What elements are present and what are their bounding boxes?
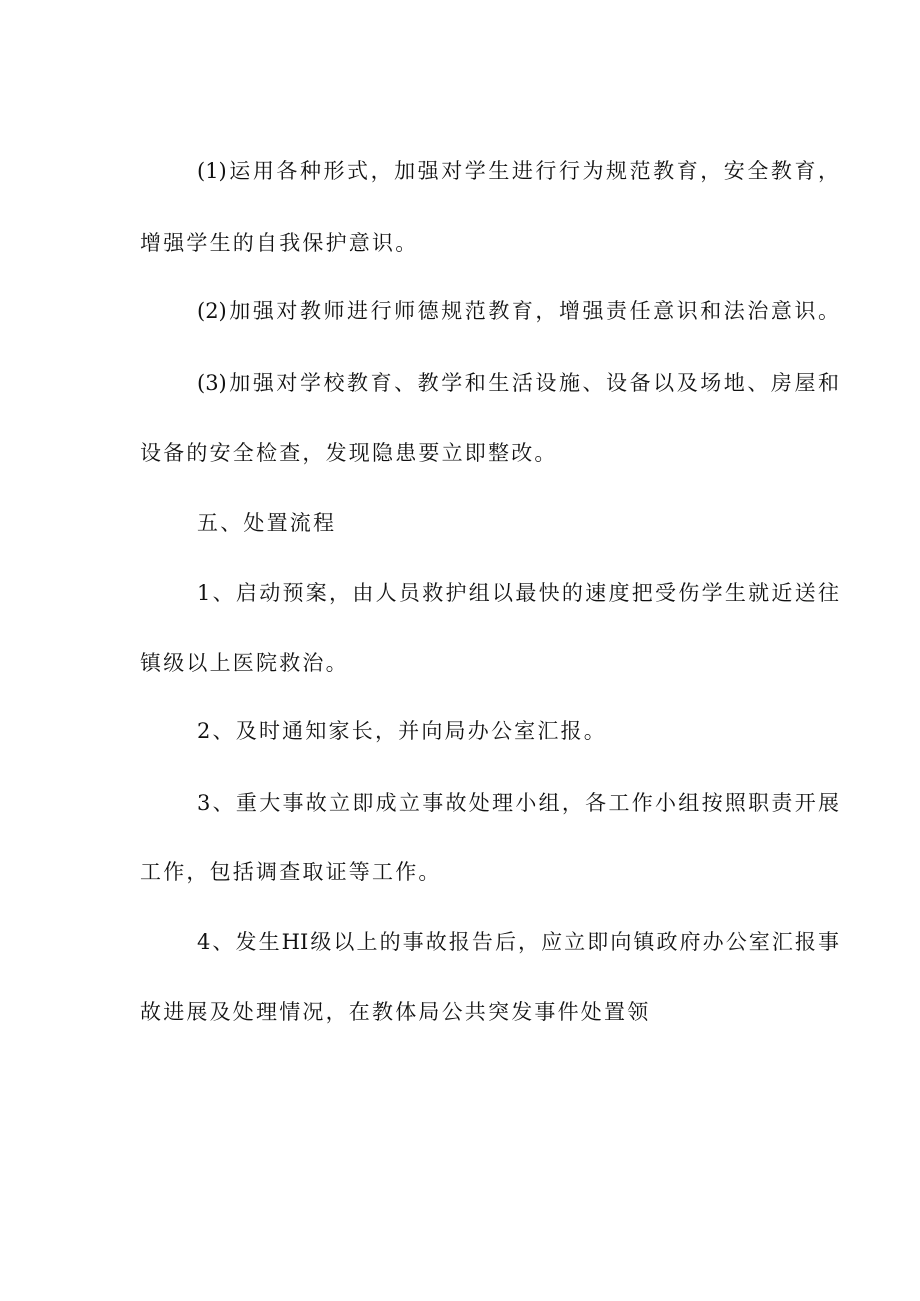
step-3-line-1: 3、重大事故立即成立事故处理小组，各工作小组按照职责开展 <box>197 791 839 815</box>
step-2-line-1: 2、及时通知家长，并向局办公室汇报。 <box>197 719 607 743</box>
item-1-line-2: 增强学生的自我保护意识。 <box>140 231 419 255</box>
section-heading: 五、处置流程 <box>197 511 337 535</box>
item-3-line-2: 设备的安全检查，发现隐患要立即整改。 <box>140 441 558 465</box>
step-3-line-2: 工作，包括调查取证等工作。 <box>140 860 442 884</box>
item-2-line-1: (2)加强对教师进行师德规范教育，增强责任意识和法治意识。 <box>197 299 839 323</box>
step-4-line-2: 故进展及处理情况，在教体局公共突发事件处置领 <box>140 1000 651 1024</box>
step-1-line-2: 镇级以上医院救治。 <box>140 651 349 675</box>
step-1-line-1: 1、启动预案，由人员救护组以最快的速度把受伤学生就近送往 <box>197 581 839 605</box>
item-1-line-1: (1)运用各种形式，加强对学生进行行为规范教育，安全教育， <box>197 159 839 183</box>
item-3-line-1: (3)加强对学校教育、教学和生活设施、设备以及场地、房屋和 <box>197 371 839 395</box>
step-4-line-1: 4、发生HI级以上的事故报告后，应立即向镇政府办公室汇报事 <box>197 930 839 954</box>
